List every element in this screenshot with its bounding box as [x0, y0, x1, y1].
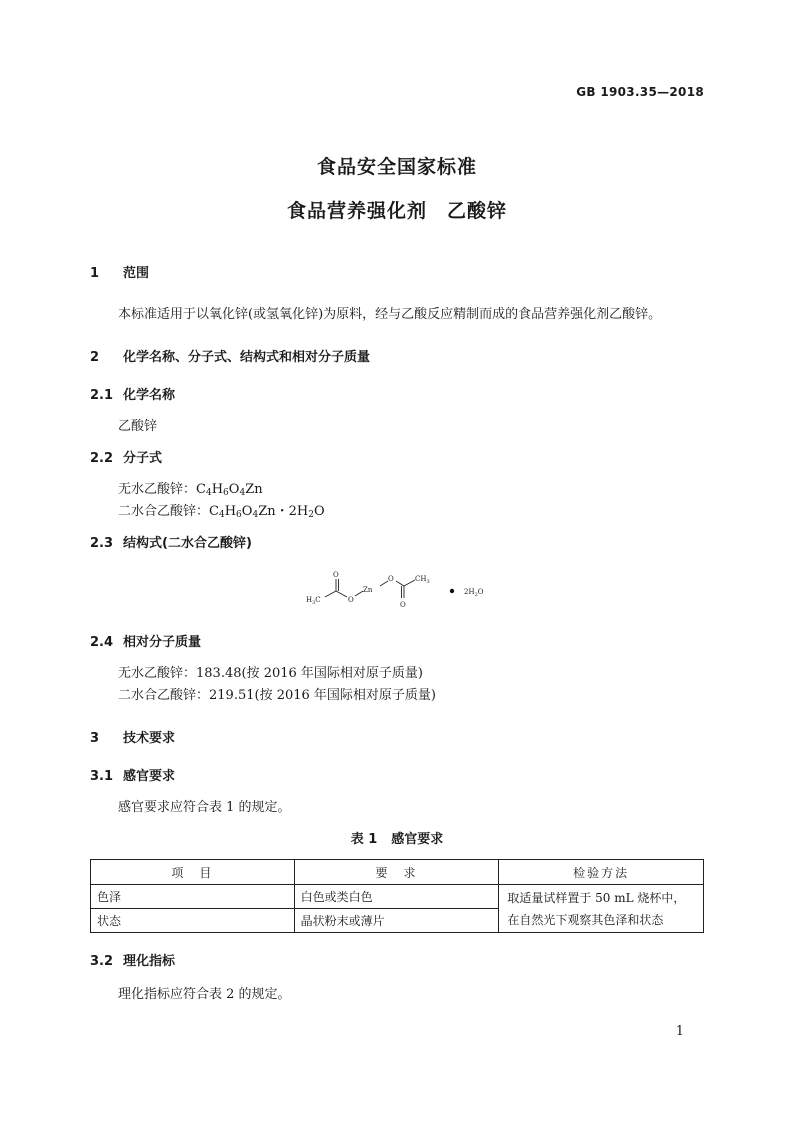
formula-label: 无水乙酸锌： [118, 482, 197, 497]
section-2-3-heading [90, 532, 252, 551]
section-2-1-heading [90, 384, 175, 403]
methyl-right-label: $CH_3$ [415, 575, 430, 585]
section-2-2-heading [90, 447, 162, 466]
methyl-left-label: $H_3C$ [306, 596, 321, 606]
chemical-name: 乙酸锌 [118, 419, 158, 434]
hydrate-dot [450, 589, 454, 593]
section-number: 3 [90, 731, 100, 746]
table-title: 感官要求 [391, 832, 444, 847]
zinc-label: Zn [363, 586, 373, 594]
carbonyl-oxygen-right: O [400, 601, 406, 609]
formula-dihydrate [118, 500, 325, 520]
section-number: 2.2 [90, 451, 114, 466]
document-title-line2: 食品营养强化剂 乙酸锌 [286, 200, 507, 222]
section-number: 2 [90, 350, 100, 365]
section-3-2-heading [90, 950, 175, 969]
requirement-cell: 晶状粉末或薄片 [294, 909, 499, 933]
formula-sub: 4 [252, 510, 259, 520]
header-method: 检验方法 [499, 860, 704, 885]
section-title: 范围 [123, 266, 150, 281]
sensory-paragraph: 感官要求应符合表 1 的规定。 [118, 800, 291, 815]
page-number: 1 [675, 1024, 684, 1039]
sensory-requirements-table [90, 859, 704, 933]
formula-part: C [196, 482, 206, 497]
formula-part: O [313, 504, 325, 519]
carbonyl-oxygen-left: O [333, 571, 339, 579]
section-3-heading [90, 727, 175, 746]
ester-oxygen-right: O [388, 575, 394, 583]
table-header-row [91, 860, 704, 885]
formula-part: H [211, 482, 224, 497]
header-requirement: 要 求 [294, 860, 499, 885]
formula-part: O [241, 504, 253, 519]
section-2-4-heading [90, 631, 201, 650]
water-label: $2H_2O$ [464, 588, 484, 598]
scope-paragraph: 本标准适用于以氧化锌(或氢氧化锌)为原料，经与乙酸反应精制而成的食品营养强化剂乙酸锌。 [118, 307, 662, 322]
section-number: 3.1 [90, 769, 114, 784]
header-item: 项 目 [91, 860, 295, 885]
section-number: 2.3 [90, 536, 114, 551]
section-title: 技术要求 [123, 731, 176, 746]
section-number: 2.4 [90, 635, 114, 650]
section-3-1-heading [90, 765, 175, 784]
section-title: 感官要求 [123, 769, 176, 784]
method-cell: 取适量试样置于 50 mL 烧杯中，在自然光下观察其色泽和状态 [499, 885, 704, 933]
table-row [91, 885, 704, 909]
section-number: 3.2 [90, 954, 114, 969]
requirement-cell: 白色或类白色 [294, 885, 499, 909]
section-title: 结构式(二水合乙酸锌) [123, 536, 252, 551]
section-number: 1 [90, 266, 100, 281]
section-title: 分子式 [123, 451, 163, 466]
formula-anhydrous [118, 478, 263, 498]
physicochemical-paragraph: 理化指标应符合表 2 的规定。 [118, 987, 291, 1002]
section-title: 化学名称 [123, 388, 176, 403]
section-number: 2.1 [90, 388, 114, 403]
document-title-line1: 食品安全国家标准 [316, 156, 477, 178]
ester-oxygen-left: O [348, 596, 354, 604]
formula-part: Zn・2H [258, 504, 309, 519]
formula-part: Zn [245, 482, 263, 497]
structural-formula [300, 566, 500, 612]
formula-sub: 4 [239, 488, 246, 498]
formula-label: 二水合乙酸锌： [118, 504, 210, 519]
section-1-heading [90, 262, 149, 281]
section-title: 相对分子质量 [123, 635, 202, 650]
formula-sub: 4 [205, 488, 212, 498]
section-title: 理化指标 [123, 954, 176, 969]
formula-sub: 2 [308, 510, 314, 520]
mass-dihydrate: 二水合乙酸锌：219.51(按 2016 年国际相对原子质量) [118, 688, 436, 703]
formula-sub: 4 [218, 510, 225, 520]
section-2-heading [90, 346, 370, 365]
table-1-caption [0, 828, 794, 847]
formula-sub: 6 [223, 488, 229, 498]
formula-part: O [228, 482, 240, 497]
mass-anhydrous: 无水乙酸锌：183.48(按 2016 年国际相对原子质量) [118, 666, 423, 681]
formula-part: C [209, 504, 219, 519]
item-cell: 状态 [91, 909, 295, 933]
formula-part: H [224, 504, 237, 519]
section-title: 化学名称、分子式、结构式和相对分子质量 [123, 350, 371, 365]
table-label: 表 1 [350, 832, 378, 847]
standard-number: GB 1903.35—2018 [576, 85, 704, 99]
formula-sub: 6 [236, 510, 242, 520]
item-cell: 色泽 [91, 885, 295, 909]
